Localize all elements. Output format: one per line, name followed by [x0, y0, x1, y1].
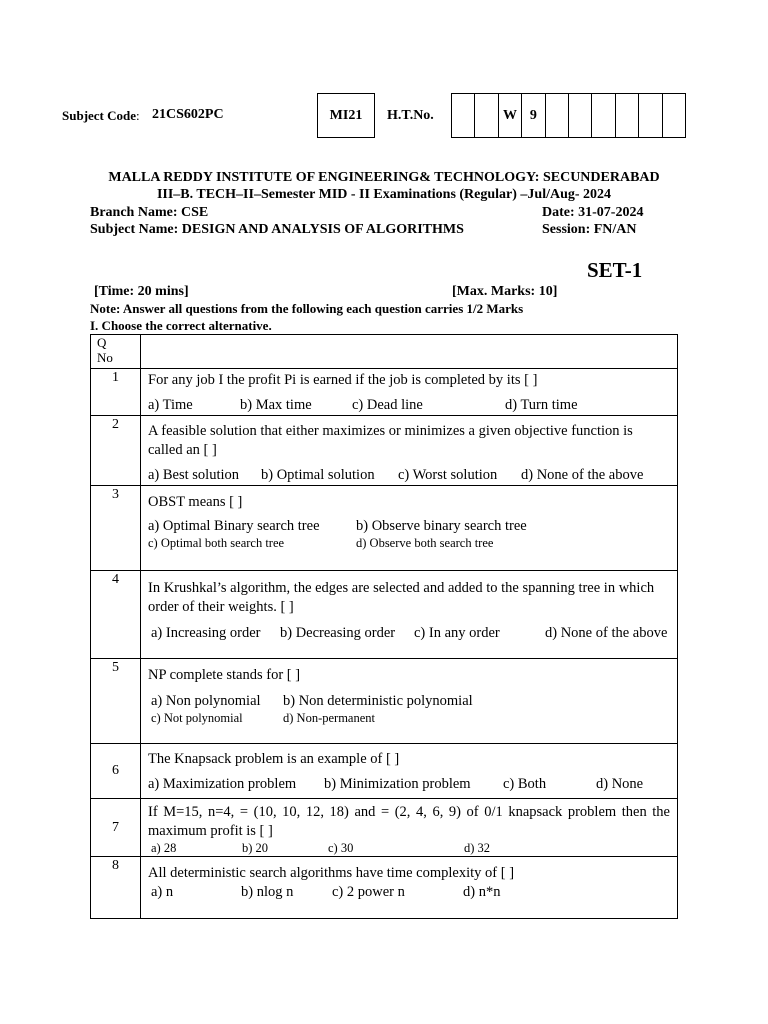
option[interactable]: d) Turn time [505, 397, 578, 413]
option[interactable]: c) Dead line [352, 397, 423, 413]
exam-date: Date: 31-07-2024 [542, 205, 644, 220]
question-row [91, 369, 678, 416]
question-row [91, 416, 678, 486]
question-cell [141, 799, 678, 857]
question-row [91, 857, 678, 919]
question-options [148, 466, 670, 485]
question-number: 2 [91, 416, 141, 486]
option[interactable]: b) Decreasing order [280, 625, 396, 641]
option[interactable]: b) Max time [240, 397, 312, 413]
instructions-note: Note: Answer all questions from the following each question carries 1/2 Marks [90, 301, 524, 316]
question-number: 4 [91, 571, 141, 659]
option[interactable]: d) Observe both search tree [356, 536, 494, 550]
option[interactable]: a) Increasing order [151, 625, 261, 641]
question-text: A feasible solution that either maximizes or minimizes a given objective function is called an [ ] [148, 423, 633, 458]
question-text: All deterministic search algorithms have time complexity of [ ] [148, 865, 515, 881]
option[interactable]: b) Non deterministic polynomial [283, 693, 473, 709]
set-label: SET-1 [587, 258, 643, 282]
option[interactable]: a) n [151, 884, 174, 900]
option[interactable]: a) Non polynomial [151, 693, 261, 709]
option[interactable]: d) 32 [464, 841, 491, 855]
option[interactable]: d) None of the above [521, 467, 644, 483]
q-header-text: Q [97, 335, 107, 350]
ht-no-boxes [451, 93, 686, 138]
question-cell [141, 857, 678, 919]
option[interactable]: a) Maximization problem [148, 776, 297, 792]
option[interactable]: a) Optimal Binary search tree [148, 518, 320, 534]
option[interactable]: b) 20 [242, 841, 269, 855]
option[interactable]: d) n*n [463, 884, 501, 900]
institute-name: MALLA REDDY INSTITUTE OF ENGINEERING& TECHNOLOGY: SECUNDERABAD [108, 170, 660, 185]
option[interactable]: b) Minimization problem [324, 776, 471, 792]
branch-name: Branch Name: CSE [90, 205, 209, 220]
question-number: 5 [91, 659, 141, 744]
question-text: In Krushkal’s algorithm, the edges are selected and added to the spanning tree in which order of their weights. [ ] [148, 580, 655, 615]
question-row [91, 659, 678, 744]
question-row [91, 744, 678, 799]
question-number: 1 [91, 369, 141, 416]
option[interactable]: b) nlog n [241, 884, 294, 900]
question-cell [141, 659, 678, 744]
question-options [148, 883, 670, 902]
question-number: 3 [91, 486, 141, 571]
ht-digit-box[interactable] [663, 94, 686, 137]
no-header-text: No [97, 350, 113, 365]
question-options [148, 517, 670, 536]
exam-session: Session: FN/AN [542, 222, 637, 237]
ht-digit-box[interactable] [569, 94, 592, 137]
section-heading: I. Choose the correct alternative. [90, 318, 272, 333]
question-text: The Knapsack problem is an example of [ ] [148, 751, 400, 767]
ht-no-label: H.T.No. [387, 108, 434, 123]
option[interactable]: c) Both [503, 776, 547, 792]
ht-digit-box[interactable]: 9 [522, 94, 545, 137]
question-row [91, 799, 678, 857]
ht-digit-box[interactable] [452, 94, 475, 137]
question-number: 6 [91, 744, 141, 799]
ht-digit-box[interactable] [546, 94, 569, 137]
option[interactable]: d) None of the above [545, 625, 668, 641]
exam-title: III–B. TECH–II–Semester MID - II Examinations (Regular) –Jul/Aug- 2024 [156, 187, 612, 202]
question-table [90, 334, 678, 919]
option[interactable]: d) None [596, 776, 644, 792]
question-options-secondary [148, 536, 670, 551]
question-number: 8 [91, 857, 141, 919]
subject-name: Subject Name: DESIGN AND ANALYSIS OF ALGORITHMS [90, 222, 464, 237]
question-text: OBST means [ ] [148, 494, 243, 510]
option[interactable]: c) Worst solution [398, 467, 498, 483]
question-cell [141, 369, 678, 416]
table-header-row [91, 335, 678, 369]
question-cell [141, 416, 678, 486]
question-header-cell [141, 335, 678, 369]
ht-digit-box[interactable] [475, 94, 498, 137]
exam-time: [Time: 20 mins] [94, 284, 189, 299]
subject-code-label: Subject Code: [62, 108, 140, 123]
question-number: 7 [91, 799, 141, 857]
option[interactable]: d) Non-permanent [283, 711, 375, 725]
option[interactable]: a) Time [148, 397, 193, 413]
option[interactable]: b) Optimal solution [261, 467, 375, 483]
option[interactable]: a) 28 [151, 841, 177, 855]
question-cell [141, 486, 678, 571]
subject-code-value: 21CS602PC [152, 107, 224, 122]
question-cell [141, 744, 678, 799]
option[interactable]: b) Observe binary search tree [356, 518, 527, 534]
option[interactable]: c) Optimal both search tree [148, 536, 285, 550]
question-text: NP complete stands for [ ] [148, 667, 301, 683]
question-text: For any job I the profit Pi is earned if the job is completed by its [ ] [148, 372, 538, 388]
question-options [148, 624, 670, 643]
option[interactable]: a) Best solution [148, 467, 240, 483]
question-options [148, 841, 670, 856]
ht-digit-box[interactable] [592, 94, 615, 137]
option[interactable]: c) In any order [414, 625, 500, 641]
question-row [91, 571, 678, 659]
question-row [91, 486, 678, 571]
question-text: If M=15, n=4, = (10, 10, 12, 18) and = (2, 4, 6, 9) of 0/1 knapsack problem then the maximum profit is [ ] [148, 804, 670, 839]
option[interactable]: c) Not polynomial [151, 711, 243, 725]
ht-digit-box[interactable] [616, 94, 639, 137]
ht-digit-box[interactable] [639, 94, 662, 137]
question-options [148, 396, 670, 415]
question-options [148, 775, 670, 794]
max-marks: [Max. Marks: 10] [452, 284, 558, 299]
q-no-header [91, 335, 141, 369]
question-options [148, 692, 670, 711]
option[interactable]: c) 30 [328, 841, 354, 855]
question-options-secondary [148, 711, 670, 726]
ht-digit-box[interactable]: W [499, 94, 522, 137]
question-cell [141, 571, 678, 659]
option[interactable]: c) 2 power n [332, 884, 405, 900]
regulation-box: MI21 [317, 93, 375, 138]
